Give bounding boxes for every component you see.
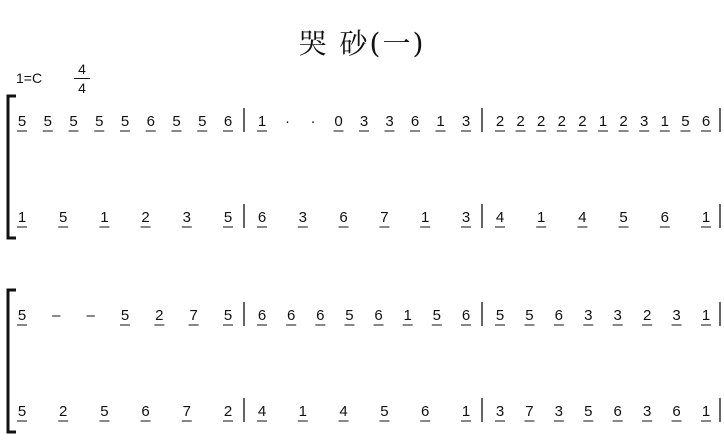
note: 1 — [537, 209, 546, 226]
note: 6 — [374, 307, 383, 324]
note: 2 — [642, 307, 652, 324]
note: 5 — [95, 113, 104, 130]
note: 1 — [598, 113, 608, 130]
note: 3 — [298, 209, 307, 226]
note: 2 — [578, 113, 587, 130]
note: 6 — [421, 403, 430, 420]
note: 5 — [17, 113, 27, 130]
note: 1 — [17, 209, 27, 226]
note: 3 — [182, 209, 191, 226]
note: 6 — [316, 307, 325, 324]
time-signature-denominator: 4 — [78, 80, 86, 96]
note: 1 — [403, 307, 412, 324]
note: 5 — [198, 113, 207, 130]
note: 6 — [410, 113, 420, 130]
note: – — [86, 307, 95, 324]
note: 2 — [557, 113, 566, 130]
note: 7 — [182, 403, 191, 420]
note: 6 — [257, 209, 267, 226]
system-bracket — [8, 290, 16, 432]
note: 6 — [660, 209, 669, 226]
key-signature: 1=C — [16, 70, 43, 86]
note: 5 — [619, 209, 628, 226]
note: 3 — [640, 113, 649, 130]
note: 5 — [495, 307, 505, 324]
note: 6 — [554, 307, 564, 324]
note: 5 — [584, 403, 593, 420]
note: 3 — [461, 113, 471, 130]
note: 4 — [495, 209, 505, 226]
note: 5 — [345, 307, 354, 324]
note: 6 — [257, 307, 267, 324]
note: 3 — [642, 403, 652, 420]
note: · — [310, 113, 316, 130]
note: 6 — [146, 113, 155, 130]
note: 5 — [69, 113, 78, 130]
note: 5 — [172, 113, 181, 130]
note: · — [285, 113, 290, 130]
note: 6 — [223, 113, 233, 130]
note: 1 — [660, 113, 669, 130]
note: 1 — [701, 403, 711, 420]
note: 5 — [380, 403, 389, 420]
note: 6 — [672, 403, 681, 420]
note: 7 — [189, 307, 198, 324]
note: 3 — [461, 209, 471, 226]
note: 2 — [619, 113, 628, 130]
note: 3 — [613, 307, 622, 324]
note: 2 — [516, 113, 525, 130]
note: 2 — [155, 307, 164, 324]
note: 5 — [17, 307, 27, 324]
note: 2 — [141, 209, 150, 226]
time-signature-numerator: 4 — [74, 60, 90, 79]
note: 3 — [672, 307, 681, 324]
note: 4 — [257, 403, 267, 420]
note: 3 — [359, 113, 369, 130]
note: 1 — [100, 209, 109, 226]
note: 4 — [578, 209, 587, 226]
system-bracket — [8, 96, 16, 238]
note: 3 — [495, 403, 505, 420]
note: 7 — [525, 403, 534, 420]
note: 6 — [339, 209, 348, 226]
note: 1 — [461, 403, 471, 420]
note: 2 — [59, 403, 68, 420]
note: 6 — [613, 403, 622, 420]
note: 1 — [298, 403, 307, 420]
note: 1 — [257, 113, 267, 130]
note: 3 — [554, 403, 564, 420]
note: 5 — [120, 307, 130, 324]
note: 5 — [100, 403, 109, 420]
note: 0 — [334, 113, 343, 130]
note: 6 — [141, 403, 150, 420]
note: 5 — [525, 307, 534, 324]
note: 6 — [701, 113, 711, 130]
note: 5 — [17, 403, 27, 420]
note: 2 — [495, 113, 505, 130]
note: 5 — [120, 113, 130, 130]
note: 2 — [537, 113, 546, 130]
note: 7 — [380, 209, 389, 226]
song-title: 哭 砂(一) — [298, 27, 426, 60]
note: 1 — [701, 307, 711, 324]
note: 4 — [339, 403, 348, 420]
note: – — [52, 307, 61, 324]
note: 1 — [701, 209, 711, 226]
note: 5 — [432, 307, 442, 324]
note: 5 — [43, 113, 52, 130]
note: 1 — [436, 113, 445, 130]
note: 5 — [223, 209, 233, 226]
note: 6 — [286, 307, 296, 324]
note: 1 — [421, 209, 430, 226]
note: 3 — [385, 113, 394, 130]
note: 6 — [461, 307, 471, 324]
note: 2 — [223, 403, 233, 420]
note: 5 — [681, 113, 690, 130]
note: 3 — [584, 307, 593, 324]
note: 5 — [223, 307, 233, 324]
note: 5 — [59, 209, 68, 226]
